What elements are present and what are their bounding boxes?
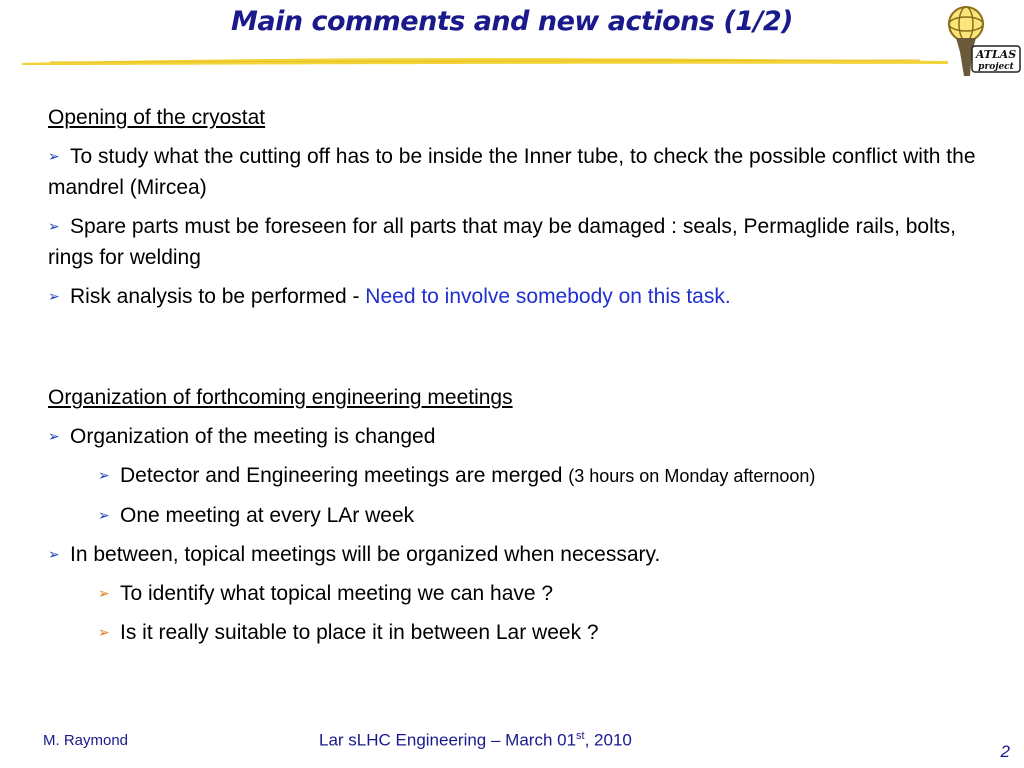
section-heading-cryostat: Opening of the cryostat [48,106,266,129]
bullet-text: One meeting at every LAr week [120,504,415,527]
atlas-logo [942,2,1022,78]
bullet-text: To identify what topical meeting we can have ? [120,582,554,605]
bullet-item [48,539,998,570]
arrow-bullet-icon: ➢ [98,624,110,640]
arrow-bullet-icon: ➢ [98,585,110,601]
sub-bullet-item [48,500,998,531]
arrow-bullet-icon: ➢ [48,148,60,164]
logo-text-line2: project [978,62,1014,72]
bullet-item [48,421,998,452]
sub-bullet-item [48,617,998,648]
arrow-bullet-icon: ➢ [48,218,60,234]
slide-body [48,102,998,648]
page-number: 2 [1000,742,1010,761]
footer-author: M. Raymond [43,732,129,749]
bullet-text: To study what the cutting off has to be inside the Inner tube, to check the possible conflict with the mandrel (Mircea) [48,145,976,199]
bullet-text: In between, topical meetings will be organized when necessary. [70,543,661,566]
arrow-bullet-icon: ➢ [48,428,60,444]
bullet-item [48,281,998,312]
bullet-text: Organization of the meeting is changed [70,425,436,448]
logo-text-line1: ATLAS [975,48,1017,61]
slide-title: Main comments and new actions (1/2) [231,6,793,37]
highlight-text: Need to involve somebody on this task. [365,285,731,308]
bullet-note: (3 hours on Monday afternoon) [568,466,816,486]
section-heading-meetings: Organization of forthcoming engineering meetings [48,386,513,409]
bullet-text: Risk analysis to be performed - [70,285,366,308]
arrow-bullet-icon: ➢ [48,546,60,562]
sub-bullet-item [48,578,998,609]
bullet-item [48,211,998,273]
footer-event-sup: st [576,730,585,742]
bullet-text: Is it really suitable to place it in between Lar week ? [120,621,599,644]
arrow-bullet-icon: ➢ [48,288,60,304]
arrow-bullet-icon: ➢ [98,507,110,523]
footer-event-prefix: Lar sLHC Engineering – March 01 [319,730,577,750]
sub-bullet-item [48,460,998,492]
footer-event [319,730,632,751]
bullet-item [48,141,998,203]
title-underline-stroke [20,52,950,72]
arrow-bullet-icon: ➢ [98,467,110,483]
bullet-text: Spare parts must be foreseen for all parts that may be damaged : seals, Permaglide rails, bolts, rings for welding [48,215,956,269]
bullet-text: Detector and Engineering meetings are merged [120,464,569,487]
footer-event-suffix: , 2010 [584,730,632,750]
